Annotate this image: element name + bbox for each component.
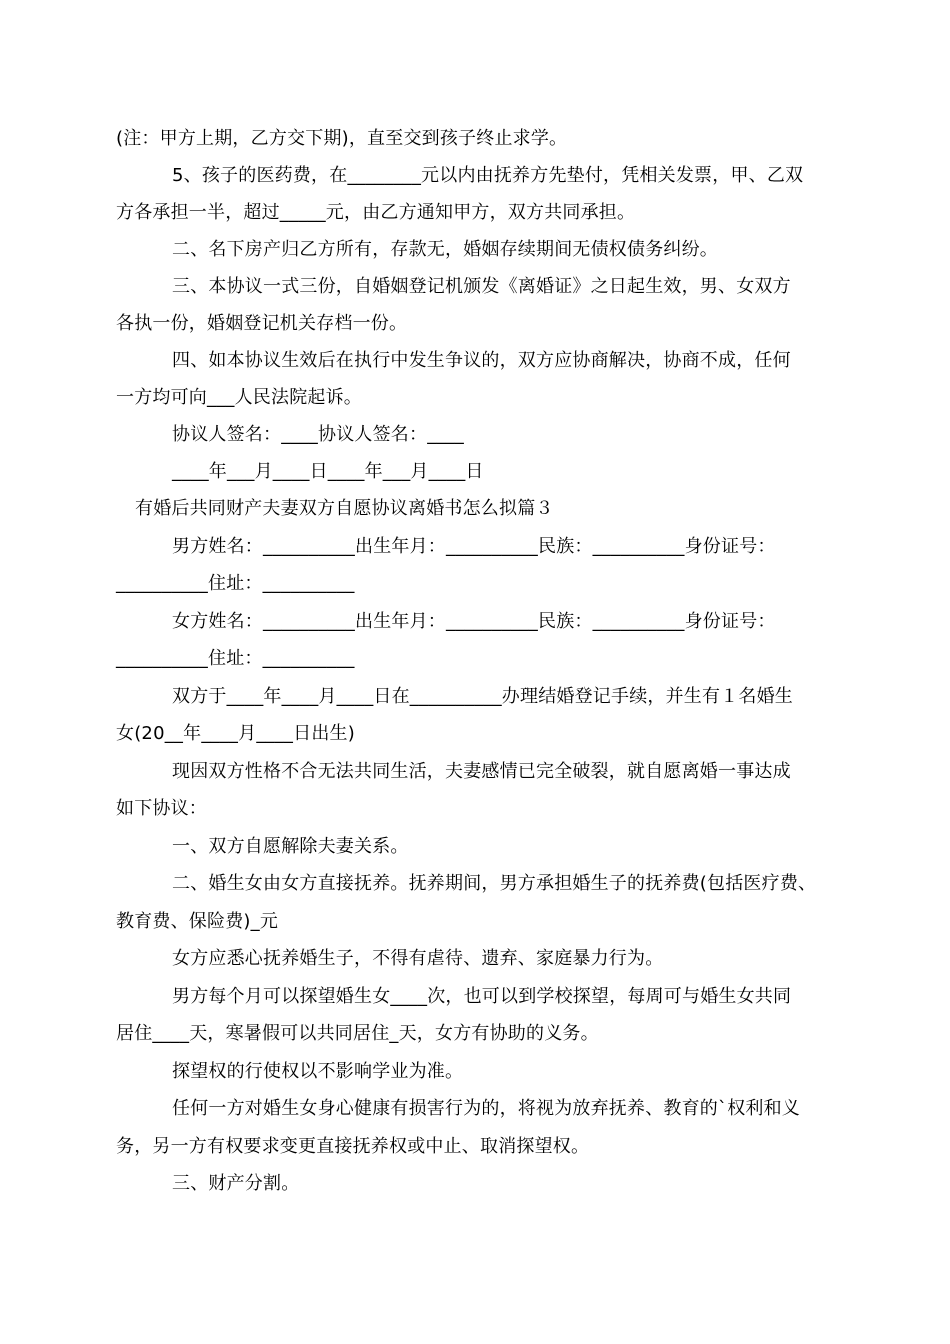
text-line: 双方于____年____月____日在__________办理结婚登记手续，并生有１名婚生 bbox=[172, 686, 793, 707]
text-line: 教育费、保险费)_元 bbox=[116, 911, 279, 932]
text-line: 任何一方对婚生女身心健康有损害行为的，将视为放弃抚养、教育的`权利和义 bbox=[172, 1098, 800, 1119]
text-line: 女方应悉心抚养婚生子，不得有虐待、遗弃、家庭暴力行为。 bbox=[172, 948, 664, 969]
text-line: 二、名下房产归乙方所有，存款无，婚姻存续期间无债权债务纠纷。 bbox=[172, 239, 718, 260]
text-line: 探望权的行使权以不影响学业为准。 bbox=[172, 1061, 464, 1082]
text-line: 男方姓名：__________出生年月：__________民族：__________身份证号： bbox=[172, 536, 776, 557]
text-line: 三、财产分割。 bbox=[172, 1173, 300, 1194]
text-line: 三、本协议一式三份，自婚姻登记机颁发《离婚证》之日起生效，男、女双方 bbox=[172, 276, 791, 297]
text-line: 女方姓名：__________出生年月：__________民族：__________身份证号： bbox=[172, 611, 776, 632]
section-heading: 有婚后共同财产夫妻双方自愿协议离婚书怎么拟篇３ bbox=[135, 498, 554, 519]
date-line: ____年___月____日____年___月____日 bbox=[172, 461, 484, 482]
text-line: __________住址：__________ bbox=[116, 648, 355, 669]
text-line: 男方每个月可以探望婚生女____次，也可以到学校探望，每周可与婚生女共同 bbox=[172, 986, 792, 1007]
text-line: 一、双方自愿解除夫妻关系。 bbox=[172, 836, 409, 857]
text-line: 务，另一方有权要求变更直接抚养权或中止、取消探望权。 bbox=[116, 1136, 590, 1157]
text-line: 一方均可向___人民法院起诉。 bbox=[116, 387, 362, 408]
text-line: 二、婚生女由女方直接抚养。抚养期间，男方承担婚生子的抚养费(包括医疗费、 bbox=[172, 873, 817, 894]
text-line: (注：甲方上期，乙方交下期)，直至交到孩子终止求学。 bbox=[116, 128, 568, 149]
text-line: 各执一份，婚姻登记机关存档一份。 bbox=[116, 313, 408, 334]
text-line: 5、孩子的医药费，在________元以内由抚养方先垫付，凭相关发票，甲、乙双 bbox=[172, 165, 804, 186]
text-line: __________住址：__________ bbox=[116, 573, 355, 594]
text-line: 女(20__年____月____日出生) bbox=[116, 723, 355, 744]
text-line: 现因双方性格不合无法共同生活，夫妻感情已完全破裂，就自愿离婚一事达成 bbox=[172, 761, 791, 782]
signature-line: 协议人签名：____协议人签名：____ bbox=[172, 424, 464, 445]
text-line: 四、如本协议生效后在执行中发生争议的，双方应协商解决，协商不成，任何 bbox=[172, 350, 791, 371]
text-line: 如下协议： bbox=[116, 798, 207, 819]
text-line: 居住____天，寒暑假可以共同居住_天，女方有协助的义务。 bbox=[116, 1023, 599, 1044]
text-line: 方各承担一半，超过_____元，由乙方通知甲方，双方共同承担。 bbox=[116, 202, 636, 223]
